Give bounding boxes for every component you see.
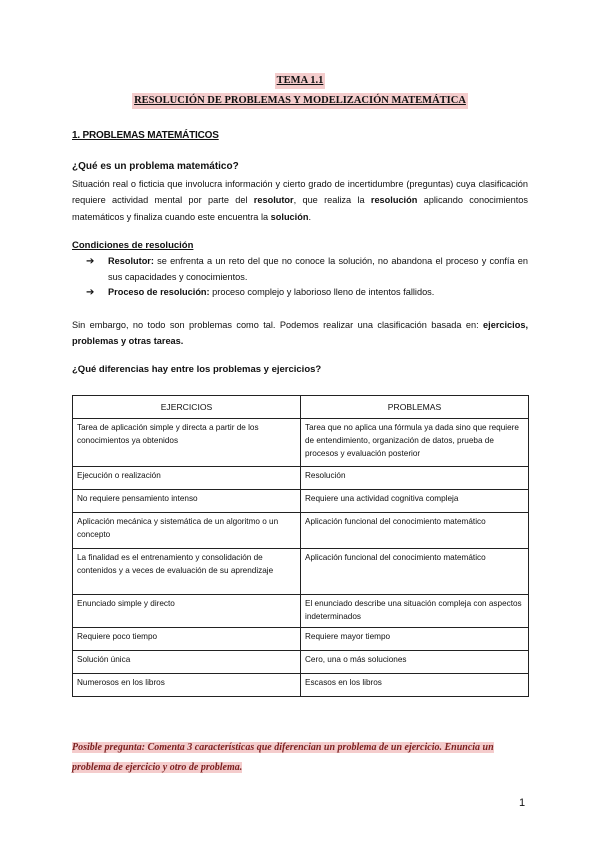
table-cell: Requiere una actividad cognitiva compleja xyxy=(301,490,529,513)
table-row xyxy=(73,490,529,513)
definition-paragraph xyxy=(72,176,528,225)
table-cell: Enunciado simple y directo xyxy=(73,595,301,628)
table-row xyxy=(73,549,529,595)
table-cell: Aplicación funcional del conocimiento matemático xyxy=(301,549,529,595)
definition-text-4: . xyxy=(308,211,312,222)
page-number: 1 xyxy=(519,797,526,809)
doc-subtitle: RESOLUCIÓN DE PROBLEMAS Y MODELIZACIÓN MATEMÁTICA xyxy=(132,93,468,109)
definition-bold-solucion: solución xyxy=(270,211,309,222)
right-arrow-icon: ➔ xyxy=(86,256,95,267)
doc-title: TEMA 1.1 xyxy=(275,73,326,89)
definition-bold-resolutor: resolutor xyxy=(253,195,294,206)
table-cell: Ejecución o realización xyxy=(73,467,301,490)
table-cell: Aplicación funcional del conocimiento matemático xyxy=(301,513,529,549)
table-cell: Tarea de aplicación simple y directa a partir de los conocimientos ya obtenidos xyxy=(73,419,301,467)
table-cell: Resolución xyxy=(301,467,529,490)
right-arrow-icon: ➔ xyxy=(86,287,95,298)
condition-label: Resolutor: xyxy=(108,256,154,266)
table-row xyxy=(73,651,529,674)
condition-text: se enfrenta a un reto del que no conoce la solución, no abandona el proceso y confía en sus capacidades y conocimientos. xyxy=(108,256,528,282)
table-cell: Cero, una o más soluciones xyxy=(301,651,529,674)
table-row xyxy=(73,513,529,549)
table-row xyxy=(73,419,529,467)
table-cell: Solución única xyxy=(73,651,301,674)
classification-bold: ejercicios, problemas y otras tareas. xyxy=(72,320,528,347)
conditions-list xyxy=(86,254,528,301)
table-cell: Aplicación mecánica y sistemática de un algoritmo o un concepto xyxy=(73,513,301,549)
condition-label: Proceso de resolución: xyxy=(108,287,210,297)
table-cell: Tarea que no aplica una fórmula ya dada sino que requiere de entendimiento, organización de datos, prueba de procesos y evaluación posterior xyxy=(301,419,529,467)
question-heading-2: ¿Qué diferencias hay entre los problemas y ejercicios? xyxy=(72,364,322,375)
table-cell: Requiere mayor tiempo xyxy=(301,628,529,651)
table-cell: No requiere pensamiento intenso xyxy=(73,490,301,513)
table-cell: Numerosos en los libros xyxy=(73,674,301,697)
condition-item-resolutor xyxy=(86,254,528,285)
table-header-row xyxy=(73,396,529,419)
header-problemas: PROBLEMAS xyxy=(301,396,529,419)
note-text: Posible pregunta: Comenta 3 características que diferencian un problema de un ejercicio. Enuncia un problema de ejercicio y otro de problema. xyxy=(72,742,494,773)
condition-item-proceso xyxy=(86,285,528,301)
table-row xyxy=(73,467,529,490)
table-row xyxy=(73,595,529,628)
classification-paragraph xyxy=(72,317,528,350)
table-cell: El enunciado describe una situación compleja con aspectos indeterminados xyxy=(301,595,529,628)
definition-text-2: , que realiza la xyxy=(293,195,371,206)
classification-text: Sin embargo, no todo son problemas como tal. Podemos realizar una clasificación basada en: xyxy=(72,320,484,330)
table-row xyxy=(73,674,529,697)
table-cell: La finalidad es el entrenamiento y consolidación de contenidos y a veces de evaluación de su aprendizaje xyxy=(73,549,301,595)
section-heading: 1. PROBLEMAS MATEMÁTICOS xyxy=(72,130,219,141)
table-row xyxy=(73,628,529,651)
title-block xyxy=(72,73,528,109)
definition-text-1: Situación real o ficticia que involucra información y cierto grado de incertidumbre (preguntas) cuya clasificación requiere actividad mental por parte del xyxy=(72,179,528,206)
table-cell: Requiere poco tiempo xyxy=(73,628,301,651)
header-ejercicios: EJERCICIOS xyxy=(73,396,301,419)
condition-text: proceso complejo y laborioso lleno de intentos fallidos. xyxy=(209,287,435,297)
exam-question-note xyxy=(72,738,528,778)
question-heading-1: ¿Qué es un problema matemático? xyxy=(72,161,239,172)
comparison-table xyxy=(72,395,529,697)
definition-bold-resolucion: resolución xyxy=(370,195,418,206)
conditions-heading: Condiciones de resolución xyxy=(72,240,194,251)
table-cell: Escasos en los libros xyxy=(301,674,529,697)
definition-text-3: aplicando conocimientos matemáticos y finaliza cuando este encuentra la xyxy=(72,195,528,222)
